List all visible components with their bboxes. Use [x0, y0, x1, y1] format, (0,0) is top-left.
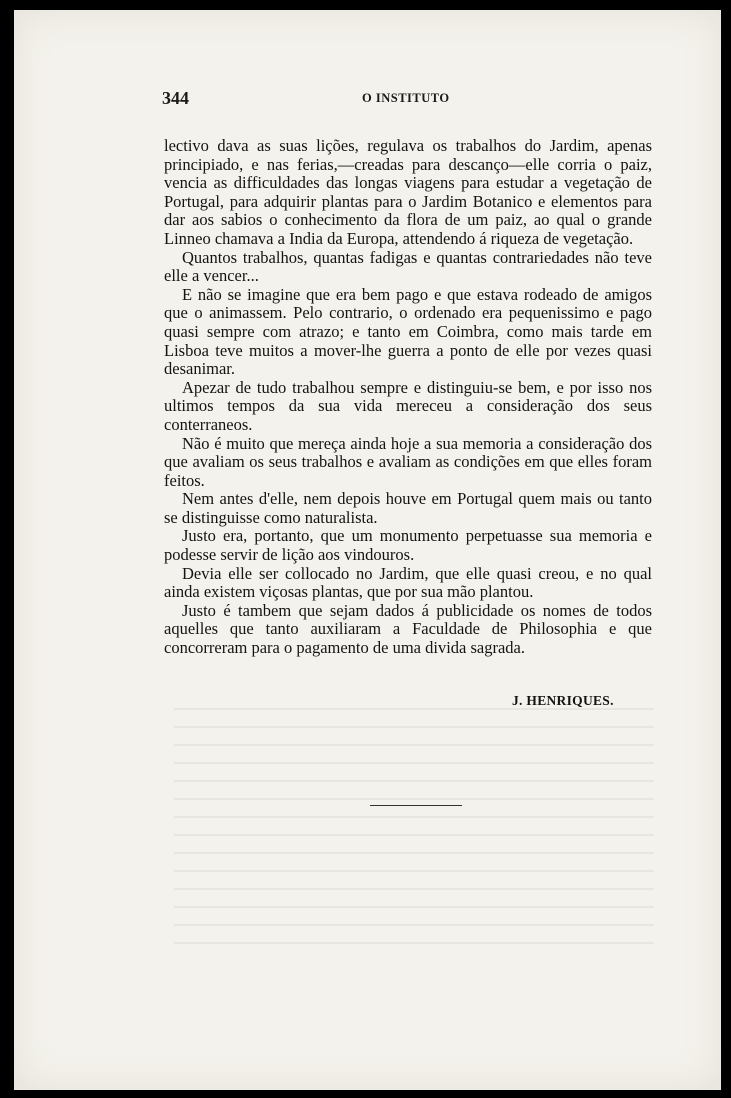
body-text: [164, 137, 652, 658]
scanned-page: [14, 10, 721, 1090]
paragraph-continuation: lectivo dava as suas lições, regulava os trabalhos do Jardim, apenas principiado, e nas ferias,—creadas para descanço—elle corria o paiz, vencia as difficuldades das longas viagens para estudar a vegetação de Portugal, para adquirir plantas para o Jardim Botanico e elementos para dar aos sabios o conhecimento da flora de um paiz, ao qual o grande Linneo chamava a India da Europa, attendendo á riqueza de vegetação.: [164, 136, 652, 248]
paragraph: Nem antes d'elle, nem depois houve em Portugal quem mais ou tanto se distinguisse como naturalista.: [164, 489, 652, 527]
paragraph: E não se imagine que era bem pago e que estava rodeado de amigos que o animassem. Pelo contrario, o ordenado era pequenissimo e pago quasi sempre com atrazo; e tanto em Coimbra, como mais tarde em Lisboa teve muitos a mover-lhe guerra a ponto de elle por vezes quasi desanimar.: [164, 284, 652, 379]
show-through-texture: [174, 698, 654, 958]
page-header: [162, 88, 652, 110]
paragraph: Não é muito que mereça ainda hoje a sua memoria a consideração dos que avaliam os seus trabalhos e avaliam as condições em que elles foram feitos.: [164, 433, 652, 490]
paragraph: Justo era, portanto, que um monumento perpetuasse sua memoria e podesse servir de lição aos vindouros.: [164, 526, 652, 565]
paragraph: Quantos trabalhos, quantas fadigas e quantas contrariedades não teve elle a vencer...: [164, 247, 652, 286]
author-signature: J. HENRIQUES.: [512, 693, 614, 708]
paragraph: Apezar de tudo trabalhou sempre e distinguiu-se bem, e por isso nos ultimos tempos da sua vida mereceu a consideração dos seus conterraneos.: [164, 377, 652, 434]
page-number: 344: [162, 88, 189, 108]
section-divider: [370, 805, 462, 806]
paragraph: Devia elle ser collocado no Jardim, que elle quasi creou, e no qual ainda existem viçosas plantas, que por sua mão plantou.: [164, 563, 652, 602]
running-title: O INSTITUTO: [362, 91, 450, 105]
paragraph: Justo é tambem que sejam dados á publicidade os nomes de todos aquelles que tanto auxiliaram a Faculdade de Philosophia e que concorreram para o pagamento de uma divida sagrada.: [164, 600, 652, 658]
